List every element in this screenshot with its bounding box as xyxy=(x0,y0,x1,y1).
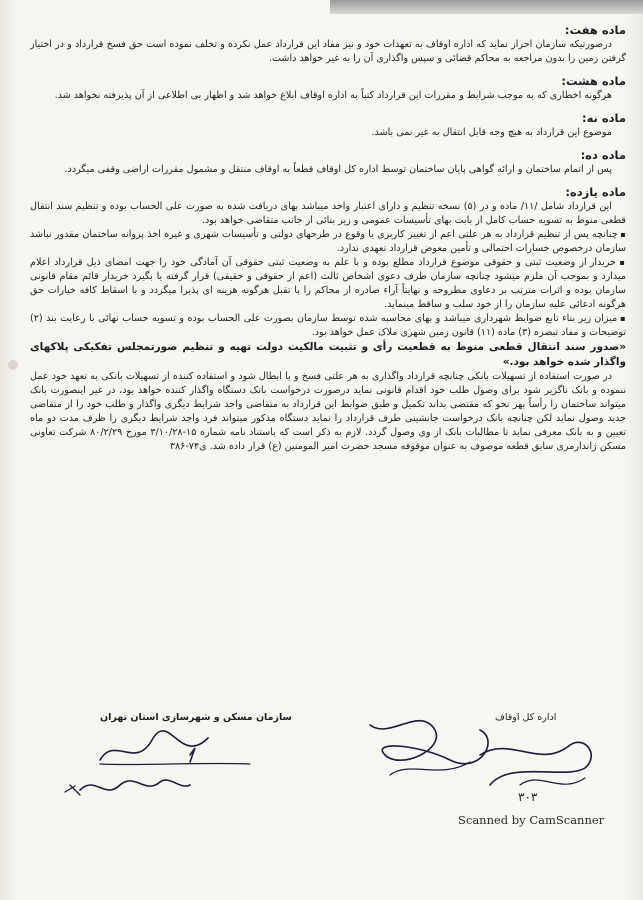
left-initial-stroke xyxy=(65,785,80,795)
signatures-svg xyxy=(40,700,620,830)
article-text: هرگونه اخطاری که به موجب شرایط و مقررات این قرارداد کتباً به اداره اوقاف ابلاغ خواهد شد و اظهار بی اطلاعی از آن پذیرفته نخواهد شد. xyxy=(54,90,612,101)
article-heading: ماده هشت: xyxy=(561,74,626,88)
awqaf-signature-label: اداره کل اوقاف xyxy=(495,712,557,723)
article-heading: ماده ده: xyxy=(580,148,626,162)
article-8 xyxy=(30,73,626,103)
punch-hole xyxy=(8,360,18,370)
center-signature-stroke xyxy=(370,721,488,764)
note-item: ▪ میزان زیر بناء تابع ضوابط شهرداری میباشد و بهای محاسبه شده توسط سازمان بصورت علی الحساب بوده و تسویه حساب نهائی با رعایت بند (۲) توضیحات و مفاد تبصره (۳) ماده (۱۱) قانون زمین شهری ملاک عمل خواهد بود. xyxy=(30,312,626,340)
deed-clause: «صدور سند انتقال قطعی منوط به قطعیت رأی و تثبیت مالکیت دولت تهیه و تنظیم صورتمجلس تفکیکی پلاکهای واگذار شده خواهد بود.» xyxy=(30,341,626,368)
scanner-watermark: Scanned by CamScanner xyxy=(458,813,605,827)
article-text: این قرارداد شامل /۱۱/ ماده و در (۵) نسخه تنظیم و دارای اعتبار واحد میباشد بهای دریافت شده به صورت علی الحساب بوده و تنظیم سند انتقال قطعی منوط به تسویه حساب کامل از بابت بهای تأسیسات عمومی و زیر بنائی از جانب متقاضی خواهد بود. xyxy=(30,201,626,226)
scan-edge-shadow xyxy=(330,0,643,14)
signature-area xyxy=(40,700,620,850)
article-11 xyxy=(30,184,626,454)
awqaf-signature-stroke xyxy=(480,742,591,785)
bank-facilities-paragraph: در صورت استفاده از تسهیلات بانکی چنانچه قرارداد واگذاری به هر علتی فسخ و یا ابطال شود و استفاده کننده از تسهیلات بانکی به تعهد خود عمل ننموده و بانک ناگزیر شود برای وصول طلب خود اقدام قانونی نماید درصورت درخواست بانک دستگاه واگذار کننده خواهد بود، در غیر اینصورت بانک میتواند ساختمان را رأساً بهر نحو که مقتضی بداند تکمیل و طبق ضوابط این قرارداد به متقاضی واجد شرایط دیگری واگذار و طلب خود را از متقاضی جدید وصول نماید لکن چنانچه بانک درخواست جانشینی طرف قرارداد را نماید دستگاه مذکور میتواند فرد واجد شرایط دیگری را ظرف مدت دو ماه تعیین و به بانک معرفی نماید تا مطالبات بانک از وی وصول گردد. لازم به ذکر است که باستناد نامه شماره ۱۵-۳/۱۰/۲۸ مورخ ۸۰/۲/۲۹ شرکت تعاونی مسکن ژاندارمری سابق قطعه موصوف به عنوان موقوفه مسجد حضرت امیر المومنین (ع) قرار داده شد. ی۷۴-۳۸۶ xyxy=(30,371,626,452)
note-item: ▪ چنانچه پس از تنظیم قرارداد به هر علتی اعم از تغییر کاربری یا وقوع در طرحهای دولتی و تأسیسات شهری و غیره اخذ پروانه ساختمان مقدور نباشد سازمان درخصوص خسارات احتمالی و تأمین معوض قرارداد تعهدی ندارد. xyxy=(30,228,626,256)
left-signature-stroke xyxy=(80,780,190,790)
article-text: پس از اتمام ساختمان و ارائه گواهی پایان ساختمان توسط اداره کل اوقاف قطعاً به اوقاف منتقل و مشمول مقررات اراضی وقفی میگردد. xyxy=(64,164,612,175)
article-text: درصورتیکه سازمان احراز نماید که اداره اوقاف به تعهدات خود و نیز مفاد این قرارداد عمل نکرده و تخلف نموده است حق فسخ قرارداد و در اختیار گرفتن زمین را بدون مراجعه به محاکم قضائی و سپس واگذاری آن را به غیر خواهد داشت. xyxy=(30,39,626,64)
article-7 xyxy=(30,22,626,66)
org-signature-label: سازمان مسکن و شهرسازی استان تهران xyxy=(100,712,292,723)
article-heading: ماده یازده: xyxy=(565,185,626,199)
article-9 xyxy=(30,110,626,140)
article-heading: ماده هفت: xyxy=(564,23,626,37)
contract-body xyxy=(30,22,626,461)
article-10 xyxy=(30,147,626,177)
awqaf-signature-scribble xyxy=(520,778,585,785)
note-item: ▪ خریدار از وضعیت ثبتی و حقوقی موضوع قرارداد مطلع بوده و با علم به وضعیت ثبتی حقوقی آن آمادگی خود را جهت امضای ذیل قرارداد اعلام میدارد و بموجب آن ملزم میشود چنانچه سازمان طرف دعوی اشخاص ثالث (اعم از حقوقی و حقیقی) قرار گرفته یا بگیرد خریدار قائم مقام قانونی سازمان بوده و اثرات مترتب بر دعاوی مطروحه و نهایتاً آراء صادره از محاکم را با تقبل هرگونه هزینه ای پذیرا میگردد و با اسقاط کافه خیارات حق هرگونه ادعائی علیه سازمان را از خود سلب و ساقط مینماید. xyxy=(30,256,626,312)
page-mark: ۳۰۳ xyxy=(518,790,538,804)
center-signature-scribble xyxy=(390,762,470,775)
org-signature-underline xyxy=(100,763,250,764)
article-heading: ماده نه: xyxy=(581,111,626,125)
article-text: موضوع این قرارداد به هیچ وجه قابل انتقال به غیر نمی باشد. xyxy=(371,127,612,138)
org-signature-stroke xyxy=(100,731,208,762)
